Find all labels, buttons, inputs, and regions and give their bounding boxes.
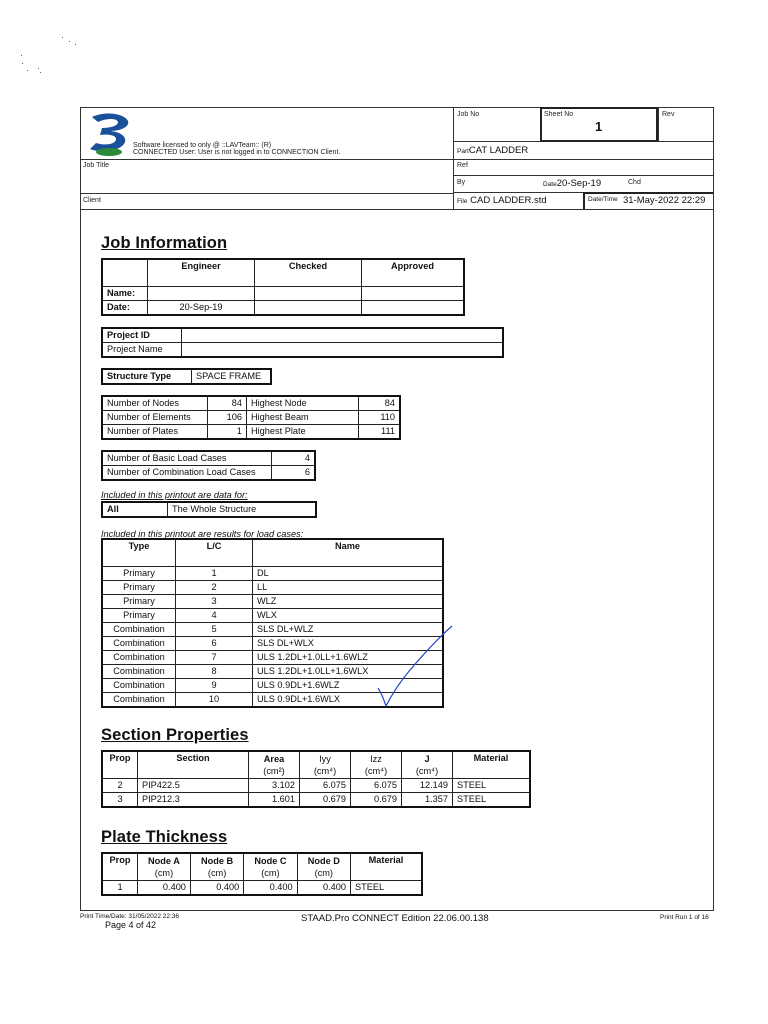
section-cell: PIP212.3 <box>138 793 249 808</box>
column-header <box>138 853 191 881</box>
structure-type-value: SPACE FRAME <box>192 369 272 384</box>
engineer-cell: 20-Sep-19 <box>148 300 255 315</box>
izz-cell: 6.075 <box>351 779 402 793</box>
table-header-row <box>102 539 443 567</box>
column-header: Prop <box>102 853 138 881</box>
node-a-header: Node A <box>148 856 180 866</box>
material-cell: STEEL <box>453 779 531 793</box>
printout-scope-table <box>101 501 317 518</box>
approved-cell <box>362 300 465 315</box>
checked-cell <box>255 286 362 300</box>
checked-cell <box>255 300 362 315</box>
part-row <box>457 145 528 156</box>
count-value: 84 <box>359 396 401 411</box>
sheet-no-box <box>540 107 658 142</box>
iyy-cell: 6.075 <box>300 779 351 793</box>
column-header: Material <box>453 751 531 779</box>
table-row <box>102 451 315 466</box>
job-information-heading: Job Information <box>101 234 228 252</box>
count-label: Highest Beam <box>247 411 359 425</box>
table-row <box>102 425 400 440</box>
table-row <box>102 300 464 315</box>
page-number: Page 4 of 42 <box>105 920 157 930</box>
izz-header: Izz <box>370 754 382 764</box>
node-a-cell: 0.400 <box>138 881 191 896</box>
type-cell: Primary <box>102 595 176 609</box>
header-block <box>80 107 713 210</box>
scope-value: The Whole Structure <box>168 502 317 517</box>
type-cell: Combination <box>102 637 176 651</box>
node-d-unit: (cm) <box>314 868 333 878</box>
j-header: J <box>424 754 430 764</box>
lc-cell: 1 <box>176 567 253 581</box>
column-header: Engineer <box>148 259 255 286</box>
row-label: Name: <box>102 286 148 300</box>
table-row <box>102 328 503 343</box>
datetime-label: Date/Time <box>588 196 618 203</box>
j-unit: (cm⁴) <box>415 766 439 776</box>
sheet-no-value: 1 <box>595 119 603 134</box>
section-properties-body <box>102 779 530 808</box>
node-b-unit: (cm) <box>207 868 227 878</box>
structure-type-table <box>101 368 272 385</box>
type-cell: Combination <box>102 693 176 708</box>
lc-cell: 4 <box>176 609 253 623</box>
count-value: 106 <box>208 411 247 425</box>
count-label: Number of Elements <box>102 411 208 425</box>
divider <box>80 209 713 210</box>
column-header <box>244 853 297 881</box>
lc-cell: 2 <box>176 581 253 595</box>
area-cell: 1.601 <box>249 793 300 808</box>
project-id-label: Project ID <box>102 328 182 343</box>
name-cell: WLX <box>253 609 444 623</box>
column-header: Approved <box>362 259 465 286</box>
divider <box>80 193 453 194</box>
column-header <box>402 751 453 779</box>
table-row <box>102 567 443 581</box>
license-line-1: Software licensed to only @ ::LAVTeam:: (R) <box>133 142 272 149</box>
type-cell: Combination <box>102 651 176 665</box>
section-cell: PIP422.5 <box>138 779 249 793</box>
column-header <box>300 751 351 779</box>
table-row <box>102 343 503 358</box>
type-cell: Combination <box>102 679 176 693</box>
job-information-table <box>101 258 465 316</box>
row-label: Date: <box>102 300 148 315</box>
column-header: Type <box>102 539 176 567</box>
column-header: Section <box>138 751 249 779</box>
name-cell: LL <box>253 581 444 595</box>
lc-cell: 5 <box>176 623 253 637</box>
area-cell: 3.102 <box>249 779 300 793</box>
edition: STAAD.Pro CONNECT Edition 22.06.00.138 <box>301 913 489 924</box>
by-label: By <box>457 179 466 186</box>
table-row <box>102 286 464 300</box>
iyy-cell: 0.679 <box>300 793 351 808</box>
type-cell: Combination <box>102 665 176 679</box>
date-row <box>543 178 601 189</box>
rev-label: Rev <box>662 111 675 118</box>
name-cell: SLS DL+WLX <box>253 637 444 651</box>
license-text <box>133 142 340 156</box>
load-count-label: Number of Combination Load Cases <box>102 466 272 481</box>
table-row <box>102 369 271 384</box>
j-cell: 1.357 <box>402 793 453 808</box>
type-cell: Primary <box>102 581 176 595</box>
plate-thickness-table <box>101 852 423 896</box>
prop-cell: 2 <box>102 779 138 793</box>
table-row <box>102 793 530 808</box>
node-c-cell: 0.400 <box>244 881 297 896</box>
prop-cell: 1 <box>102 881 138 896</box>
column-header: Name <box>253 539 444 567</box>
divider <box>658 107 659 141</box>
project-table <box>101 327 504 358</box>
node-a-unit: (cm) <box>154 868 174 878</box>
table-row <box>102 502 316 517</box>
scope-label: All <box>102 502 168 517</box>
node-c-header: Node C <box>254 856 287 866</box>
izz-unit: (cm⁴) <box>364 766 388 776</box>
lc-cell: 6 <box>176 637 253 651</box>
counts-table <box>101 395 401 440</box>
table-row <box>102 595 443 609</box>
iyy-unit: (cm⁴) <box>313 766 337 776</box>
column-header: Material <box>351 853 423 881</box>
izz-cell: 0.679 <box>351 793 402 808</box>
name-cell: DL <box>253 567 444 581</box>
name-cell: ULS 1.2DL+1.0LL+1.6WLZ <box>253 651 444 665</box>
part-label: Part <box>457 148 469 155</box>
name-cell: ULS 0.9DL+1.6WLX <box>253 693 444 708</box>
project-name-value <box>182 343 504 358</box>
divider <box>80 159 453 160</box>
section-properties-heading: Section Properties <box>101 726 249 744</box>
type-cell: Primary <box>102 609 176 623</box>
load-counts-table <box>101 450 316 481</box>
node-b-cell: 0.400 <box>190 881 243 896</box>
column-header: Prop <box>102 751 138 779</box>
lc-cell: 3 <box>176 595 253 609</box>
table-row <box>102 881 422 896</box>
area-unit: (cm²) <box>263 766 285 776</box>
count-value: 111 <box>359 425 401 440</box>
table-row <box>102 396 400 411</box>
column-header <box>102 259 148 286</box>
bentley-logo-icon <box>84 111 134 157</box>
count-value: 1 <box>208 425 247 440</box>
area-header: Area <box>263 754 285 764</box>
node-b-header: Node B <box>201 856 234 866</box>
structure-type-label: Structure Type <box>102 369 192 384</box>
table-header-row <box>102 751 530 779</box>
divider <box>453 159 713 160</box>
date-label: Date <box>543 181 557 188</box>
material-cell: STEEL <box>351 881 423 896</box>
table-row <box>102 466 315 481</box>
name-cell: WLZ <box>253 595 444 609</box>
ref-label: Ref <box>457 162 468 169</box>
approved-cell <box>362 286 465 300</box>
load-count-label: Number of Basic Load Cases <box>102 451 272 466</box>
printout-data-caption: Included in this printout are data for: <box>101 490 248 500</box>
date-value: 20-Sep-19 <box>556 178 602 189</box>
job-no-label: Job No <box>457 111 480 118</box>
project-name-label: Project Name <box>102 343 182 358</box>
print-run: Print Run 1 of 16 <box>660 914 709 921</box>
prop-cell: 3 <box>102 793 138 808</box>
j-cell: 12.149 <box>402 779 453 793</box>
count-value: 110 <box>359 411 401 425</box>
material-cell: STEEL <box>453 793 531 808</box>
node-d-header: Node D <box>307 856 340 866</box>
table-row <box>102 581 443 595</box>
print-time: Print Time/Date: 31/05/2022 22:36 <box>80 913 180 920</box>
lc-cell: 9 <box>176 679 253 693</box>
job-title-label: Job Title <box>83 162 110 169</box>
file-label: File <box>457 198 468 205</box>
column-header <box>190 853 243 881</box>
lc-cell: 10 <box>176 693 253 708</box>
engineer-cell <box>148 286 255 300</box>
column-header: Checked <box>255 259 362 286</box>
lc-cell: 8 <box>176 665 253 679</box>
load-cases-caption: Included in this printout are results for load cases: <box>101 529 304 539</box>
count-label: Number of Nodes <box>102 396 208 411</box>
load-count-value: 6 <box>272 466 316 481</box>
section-properties-table <box>101 750 531 808</box>
node-c-unit: (cm) <box>261 868 280 878</box>
file-value: CAD LADDER.std <box>470 195 547 206</box>
column-header <box>297 853 350 881</box>
name-cell: ULS 1.2DL+1.0LL+1.6WLX <box>253 665 444 679</box>
column-header <box>249 751 300 779</box>
table-header-row <box>102 259 464 286</box>
column-header <box>351 751 402 779</box>
table-row <box>102 411 400 425</box>
chd-label: Chd <box>628 179 641 186</box>
count-label: Number of Plates <box>102 425 208 440</box>
count-label: Highest Node <box>247 396 359 411</box>
checkmark-annotation-icon <box>370 620 460 710</box>
column-header: L/C <box>176 539 253 567</box>
file-row <box>457 195 547 206</box>
plate-thickness-heading: Plate Thickness <box>101 828 228 846</box>
load-count-value: 4 <box>272 451 316 466</box>
name-cell: ULS 0.9DL+1.6WLZ <box>253 679 444 693</box>
part-value: CAT LADDER <box>468 145 529 156</box>
project-id-value <box>182 328 504 343</box>
lc-cell: 7 <box>176 651 253 665</box>
name-cell: SLS DL+WLZ <box>253 623 444 637</box>
divider <box>453 175 713 176</box>
datetime-value: 31-May-2022 22:29 <box>623 195 706 206</box>
type-cell: Primary <box>102 567 176 581</box>
node-d-cell: 0.400 <box>297 881 350 896</box>
client-label: Client <box>83 197 101 204</box>
license-line-2: CONNECTED User: User is not logged in to CONNECTION Client. <box>133 149 341 156</box>
count-value: 84 <box>208 396 247 411</box>
table-header-row <box>102 853 422 881</box>
sheet-no-label: Sheet No <box>544 111 574 118</box>
datetime-box <box>583 192 713 209</box>
type-cell: Combination <box>102 623 176 637</box>
count-label: Highest Plate <box>247 425 359 440</box>
iyy-header: Iyy <box>319 754 331 764</box>
table-row <box>102 779 530 793</box>
